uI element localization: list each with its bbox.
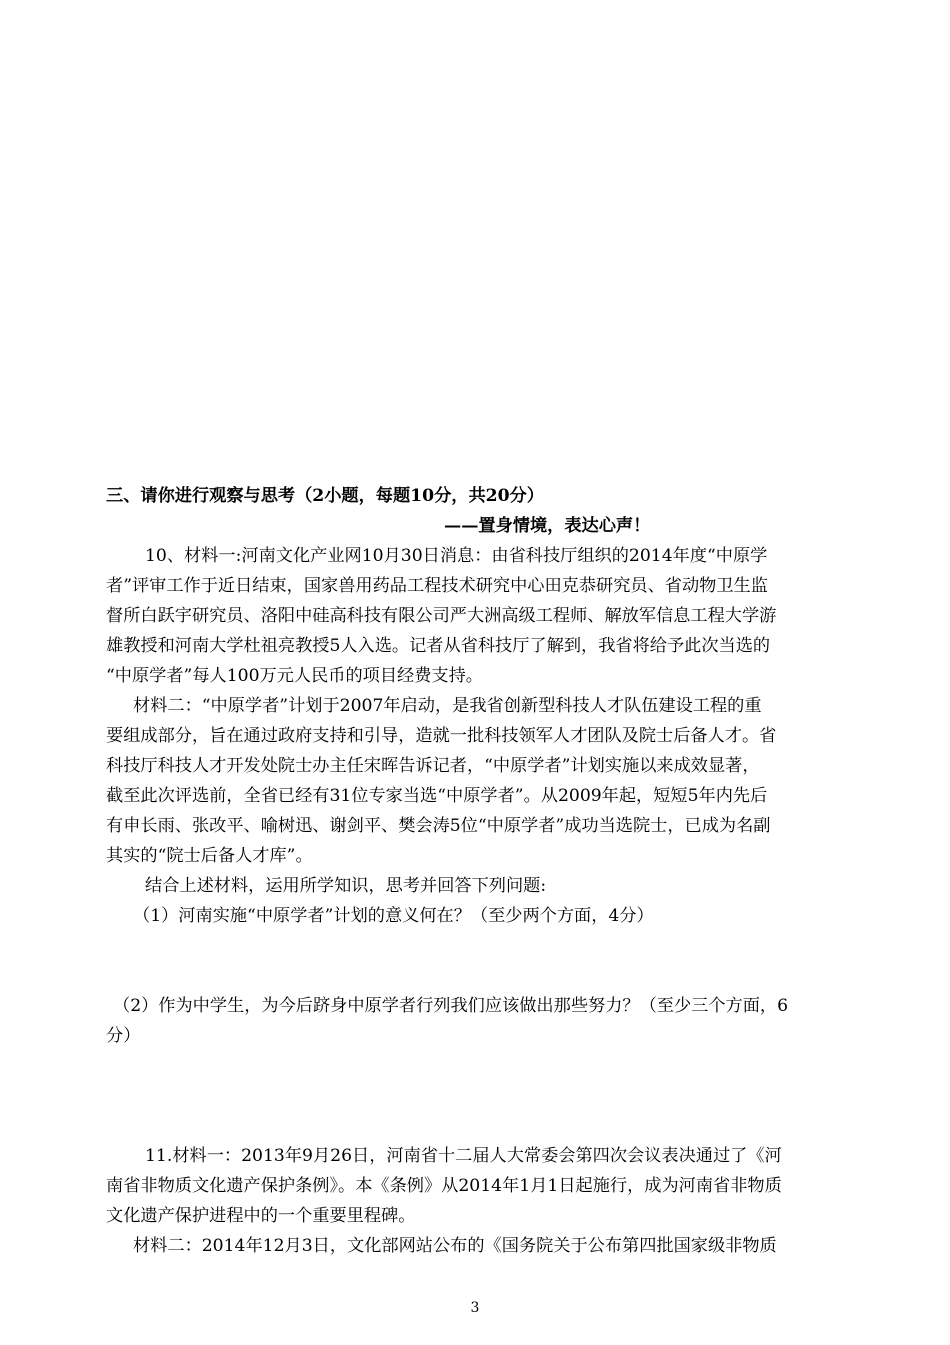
- q10-subquestion-2-cont: 分）: [106, 1026, 141, 1046]
- q10-material1-line: 者”评审工作于近日结束，国家兽用药品工程技术研究中心田克恭研究员、省动物卫生监: [106, 576, 768, 596]
- q11-material2-line: 材料二：2014年12月3日，文化部网站公布的《国务院关于公布第四批国家级非物质: [133, 1236, 777, 1256]
- q10-subquestion-2: （2）作为中学生，为今后跻身中原学者行列我们应该做出那些努力？（至少三个方面，6: [113, 996, 788, 1016]
- section-subheading: ——置身情境，表达心声！: [444, 516, 651, 536]
- q11-material1-line: 11.材料一：2013年9月26日，河南省十二届人大常委会第四次会议表决通过了《河: [145, 1146, 782, 1166]
- page-number: 3: [470, 1300, 480, 1316]
- q10-material1-line: 督所白跃宇研究员、洛阳中硅高科技有限公司严大洲高级工程师、解放军信息工程大学游: [106, 606, 777, 626]
- q10-material2-line: 有申长雨、张改平、喻树迅、谢剑平、樊会涛5位“中原学者”成功当选院士，已成为名副: [106, 816, 771, 836]
- q10-material2-line: 要组成部分，旨在通过政府支持和引导，造就一批科技领军人才团队及院士后备人才。省: [106, 726, 777, 746]
- section-heading: 三、请你进行观察与思考（2小题，每题10分，共20分）: [106, 486, 544, 506]
- q10-prompt: 结合上述材料，运用所学知识，思考并回答下列问题:: [145, 876, 547, 896]
- q10-material2-line: 材料二：“中原学者”计划于2007年启动，是我省创新型科技人才队伍建设工程的重: [133, 696, 762, 716]
- q11-material1-line: 南省非物质文化遗产保护条例》。本《条例》从2014年1月1日起施行，成为河南省非物质: [106, 1176, 782, 1196]
- q10-material2-line: 科技厅科技人才开发处院士办主任宋晖告诉记者，“中原学者”计划实施以来成效显著，: [106, 756, 760, 776]
- q10-material1-line: 10、材料一:河南文化产业网10月30日消息：由省科技厅组织的2014年度“中原学: [145, 546, 768, 566]
- q11-material1-line: 文化遗产保护进程中的一个重要里程碑。: [106, 1206, 416, 1226]
- q10-material1-line: 雄教授和河南大学杜祖亮教授5人入选。记者从省科技厅了解到，我省将给予此次当选的: [106, 636, 771, 656]
- q10-material1-line: “中原学者”每人100万元人民币的项目经费支持。: [106, 666, 483, 686]
- q10-material2-line: 其实的“院士后备人才库”。: [106, 846, 313, 866]
- q10-subquestion-1: （1）河南实施“中原学者”计划的意义何在？（至少两个方面，4分）: [133, 906, 654, 926]
- q10-material2-line: 截至此次评选前，全省已经有31位专家当选“中原学者”。从2009年起，短短5年内先后: [106, 786, 768, 806]
